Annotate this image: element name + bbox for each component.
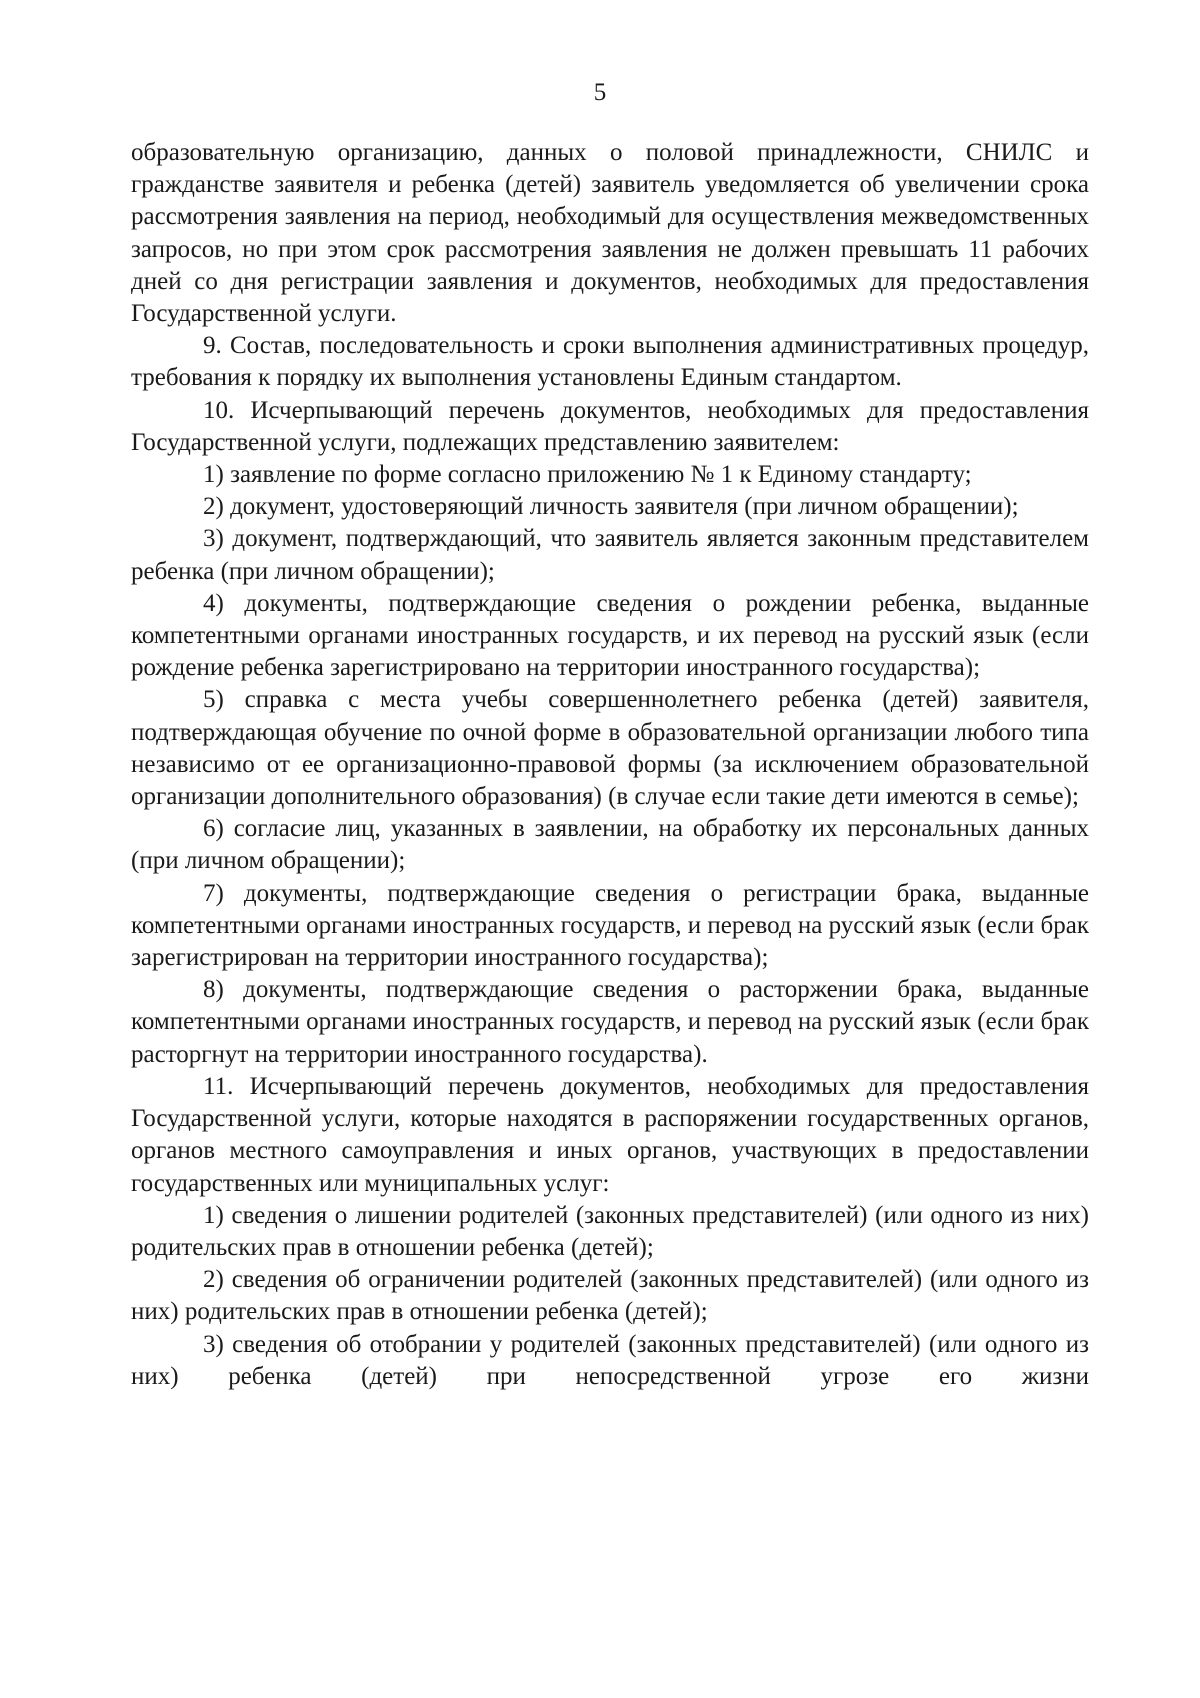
list-item-10-4: 4) документы, подтверждающие сведения о рождении ребенка, выданные компетентными органами иностранных государств, и их перевод на русский язык (если рождение ребенка зарегистрировано на территории иностранного государства);: [131, 589, 1089, 682]
list-item-10-2: 2) документ, удостоверяющий личность заявителя (при личном обращении);: [203, 493, 1019, 521]
paragraph-item-11: 11. Исчерпывающий перечень документов, необходимых для предоставления Государственной услуги, которые находятся в распоряжении государственных органов, органов местного самоуправления и иных органов, участвующих в предоставлении государственных или муниципальных услуг:: [131, 1072, 1089, 1197]
paragraph-continuation: образовательную организацию, данных о половой принадлежности, СНИЛС и гражданстве заявителя и ребенка (детей) заявитель уведомляется об увеличении срока рассмотрения заявления на период, необходимый для осуществления межведомственных запросов, но при этом срок рассмотрения заявления не должен превышать 11 рабочих дней со дня регистрации заявления и документов, необходимых для предоставления Государственной услуги.: [131, 139, 1089, 328]
list-item-11-3: 3) сведения об отобрании у родителей (законных представителей) (или одного из них) ребенка (детей) при непосредственной угрозе его жизни: [131, 1330, 1089, 1390]
list-item-10-5: 5) справка с места учебы совершеннолетнего ребенка (детей) заявителя, подтверждающая обучение по очной форме в образовательной организации любого типа независимо от ее организационно-правовой формы (за исключением образовательной организации дополнительного образования) (в случае если такие дети имеются в семье);: [131, 686, 1089, 811]
document-body: [131, 137, 1089, 1393]
page-number: 5: [593, 79, 607, 106]
list-item-10-1: 1) заявление по форме согласно приложению № 1 к Единому стандарту;: [203, 461, 972, 489]
list-item-10-6: 6) согласие лиц, указанных в заявлении, на обработку их персональных данных (при личном обращении);: [131, 815, 1089, 875]
paragraph-item-9: 9. Состав, последовательность и сроки выполнения административных процедур, требования к порядку их выполнения установлены Единым стандартом.: [131, 332, 1089, 392]
list-item-10-7: 7) документы, подтверждающие сведения о регистрации брака, выданные компетентными органами иностранных государств, и перевод на русский язык (если брак зарегистрирован на территории иностранного государства);: [131, 879, 1089, 972]
paragraph-item-10: 10. Исчерпывающий перечень документов, необходимых для предоставления Государственной услуги, подлежащих представлению заявителем:: [131, 396, 1089, 456]
list-item-11-1: 1) сведения о лишении родителей (законных представителей) (или одного из них) родительских прав в отношении ребенка (детей);: [131, 1201, 1089, 1261]
list-item-10-3: 3) документ, подтверждающий, что заявитель является законным представителем ребенка (при личном обращении);: [131, 525, 1089, 585]
list-item-11-2: 2) сведения об ограничении родителей (законных представителей) (или одного из них) родительских прав в отношении ребенка (детей);: [131, 1266, 1089, 1326]
list-item-10-8: 8) документы, подтверждающие сведения о расторжении брака, выданные компетентными органами иностранных государств, и перевод на русский язык (если брак расторгнут на территории иностранного государства).: [131, 976, 1089, 1068]
